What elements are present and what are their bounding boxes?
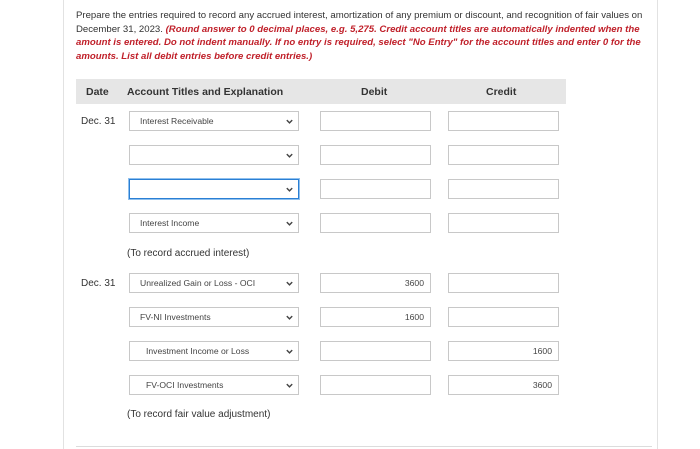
debit-input[interactable] — [320, 341, 431, 361]
credit-value: 3600 — [532, 380, 552, 390]
credit-input[interactable] — [448, 375, 559, 395]
credit-input[interactable] — [448, 179, 559, 199]
credit-value: 1600 — [532, 346, 552, 356]
account-select[interactable] — [129, 145, 299, 165]
header-date: Date — [86, 86, 109, 98]
divider — [76, 446, 652, 447]
account-select[interactable] — [129, 179, 299, 199]
chevron-down-icon — [285, 313, 294, 322]
debit-input[interactable] — [320, 273, 431, 293]
credit-input[interactable] — [448, 213, 559, 233]
instructions-text: Prepare the entries required to record any accrued interest, amortization of any premium or discount, and recognition of fair values on December 31, 2023. — [76, 10, 643, 35]
debit-input[interactable] — [320, 179, 431, 199]
debit-input[interactable] — [320, 307, 431, 327]
chevron-down-icon — [285, 151, 294, 160]
entry-note: (To record fair value adjustment) — [127, 409, 271, 420]
account-select-value: Investment Income or Loss — [146, 346, 250, 356]
credit-input[interactable] — [448, 341, 559, 361]
debit-value: 3600 — [404, 278, 424, 288]
chevron-down-icon — [285, 117, 294, 126]
chevron-down-icon — [285, 347, 294, 356]
account-select[interactable] — [129, 375, 299, 395]
instructions — [76, 9, 656, 63]
debit-input[interactable] — [320, 375, 431, 395]
account-select[interactable] — [129, 273, 299, 293]
account-select[interactable] — [129, 307, 299, 327]
debit-input[interactable] — [320, 145, 431, 165]
account-select-value: Interest Receivable — [140, 116, 214, 126]
entry-date: Dec. 31 — [81, 278, 116, 289]
debit-value: 1600 — [404, 312, 424, 322]
account-select-value: Unrealized Gain or Loss - OCI — [140, 278, 256, 288]
account-select-value: FV-NI Investments — [140, 312, 211, 322]
header-debit: Debit — [361, 86, 388, 98]
credit-input[interactable] — [448, 273, 559, 293]
account-select-value: Interest Income — [140, 218, 200, 228]
entry-date: Dec. 31 — [81, 116, 116, 127]
header-account: Account Titles and Explanation — [127, 86, 284, 98]
chevron-down-icon — [285, 185, 294, 194]
chevron-down-icon — [285, 219, 294, 228]
header-credit: Credit — [486, 86, 517, 98]
credit-input[interactable] — [448, 111, 559, 131]
debit-input[interactable] — [320, 213, 431, 233]
entry-note: (To record accrued interest) — [127, 248, 250, 259]
account-select-value: FV-OCI Investments — [146, 380, 224, 390]
debit-input[interactable] — [320, 111, 431, 131]
instructions-emphasis: (Round answer to 0 decimal places, e.g. 5,275. Credit account titles are automatically indented when the amount is entered. Do not indent manually. If no entry is required, select "No Entry" for the account titles and enter 0 for the amounts. List all debit entries before credit entries.) — [76, 23, 641, 62]
account-select[interactable] — [129, 111, 299, 131]
account-select[interactable] — [129, 213, 299, 233]
chevron-down-icon — [285, 279, 294, 288]
chevron-down-icon — [285, 381, 294, 390]
credit-input[interactable] — [448, 307, 559, 327]
account-select[interactable] — [129, 341, 299, 361]
credit-input[interactable] — [448, 145, 559, 165]
